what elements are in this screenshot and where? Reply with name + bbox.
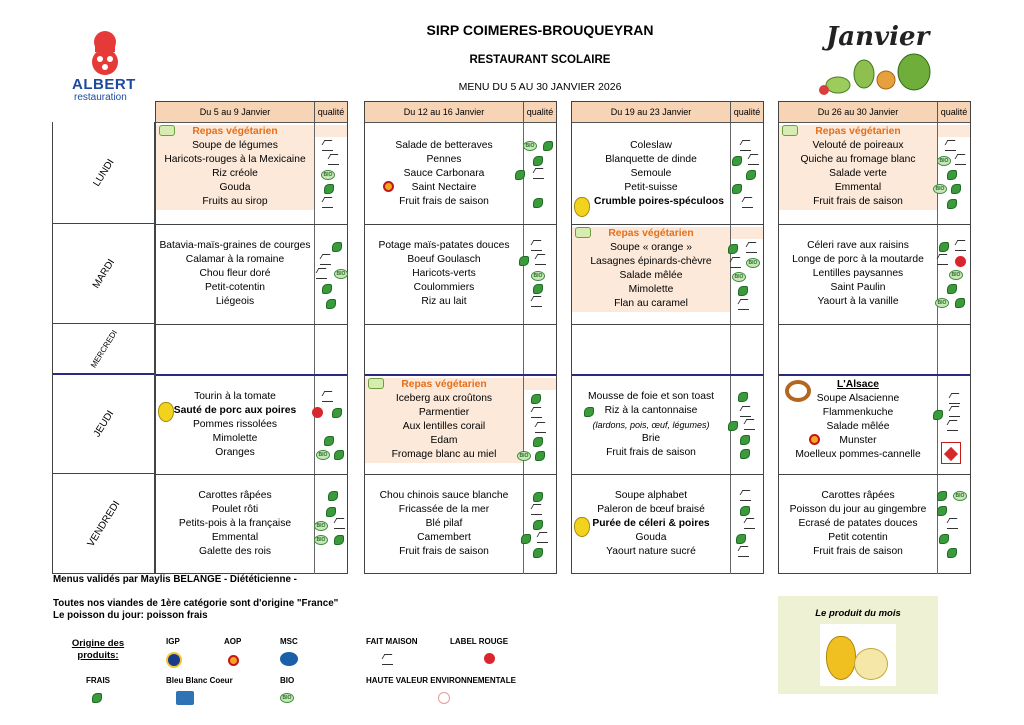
dish: Parmentier bbox=[418, 407, 470, 418]
frais-icon bbox=[533, 492, 543, 502]
fait-maison-icon bbox=[937, 257, 948, 265]
page-title: SIRP COIMERES-BROUQUEYRAN bbox=[426, 22, 654, 38]
frais-icon bbox=[740, 449, 750, 459]
fait-maison-icon bbox=[955, 157, 966, 165]
igp-icon bbox=[166, 652, 182, 668]
day-label-jeudi: JEUDI bbox=[53, 373, 154, 473]
dish: Yaourt à la vanille bbox=[817, 296, 899, 307]
fait-maison-icon bbox=[535, 425, 546, 433]
fait-maison-icon bbox=[328, 157, 339, 165]
produit-du-mois-box bbox=[778, 596, 938, 694]
legend-label-rouge-label: LABEL ROUGE bbox=[450, 637, 509, 646]
dish: Pommes rissolées bbox=[192, 419, 278, 430]
fait-maison-icon bbox=[740, 143, 751, 151]
aop-icon bbox=[228, 655, 239, 666]
fait-maison-icon bbox=[320, 257, 331, 265]
frais-icon bbox=[746, 170, 756, 180]
dish: Purée de céleri & poires bbox=[592, 518, 710, 529]
day-cell-mardi bbox=[779, 224, 970, 324]
dish: Iceberg aux croûtons bbox=[395, 393, 493, 404]
frais-icon bbox=[947, 199, 957, 209]
frais-icon bbox=[334, 535, 344, 545]
week-column-1 bbox=[155, 101, 348, 574]
frais-icon bbox=[324, 436, 334, 446]
legend-fait-maison-label: FAIT MAISON bbox=[366, 637, 418, 646]
frais-icon bbox=[955, 298, 965, 308]
bio-icon: BIO bbox=[746, 258, 760, 268]
bio-icon: BIO bbox=[334, 269, 348, 279]
dish: Lentilles paysannes bbox=[812, 268, 904, 279]
dish: Salade verte bbox=[829, 168, 887, 179]
frais-icon bbox=[533, 437, 543, 447]
fait-maison-icon bbox=[316, 271, 327, 279]
day-cell-mercredi bbox=[365, 324, 556, 374]
bio-icon: BIO bbox=[935, 298, 949, 308]
day-cell-lundi bbox=[572, 123, 763, 224]
dish: Flan au caramel bbox=[614, 298, 688, 309]
legend-aop-label: AOP bbox=[224, 637, 242, 646]
frais-icon bbox=[334, 450, 344, 460]
dish: Poisson du jour au gingembre bbox=[789, 504, 927, 515]
frais-icon bbox=[533, 548, 543, 558]
dish: Saint Paulin bbox=[830, 282, 886, 293]
quality-header: qualité bbox=[314, 102, 347, 122]
frais-icon bbox=[951, 184, 961, 194]
dish: Petit cotentin bbox=[828, 532, 888, 543]
day-labels-column bbox=[52, 122, 155, 574]
dish: Blé pilaf bbox=[425, 518, 463, 529]
day-cell-mardi bbox=[156, 224, 347, 324]
fait-maison-icon bbox=[947, 423, 958, 431]
frais-icon bbox=[533, 156, 543, 166]
pear-picture bbox=[820, 624, 896, 686]
dish: Carottes râpées bbox=[821, 490, 895, 501]
dish: Céleri rave aux raisins bbox=[807, 240, 909, 251]
dish: Liégeois bbox=[215, 296, 255, 307]
frais-icon bbox=[937, 506, 947, 516]
day-cell-mercredi bbox=[779, 324, 970, 374]
quality-column bbox=[523, 325, 556, 374]
frais-icon bbox=[533, 284, 543, 294]
week-range: Du 26 au 30 Janvier bbox=[817, 107, 899, 117]
fait-maison-icon bbox=[748, 157, 759, 165]
day-cell-lundi bbox=[365, 123, 556, 224]
label-rouge-icon bbox=[484, 653, 495, 664]
frais-icon bbox=[324, 184, 334, 194]
legend-bio-label: BIO bbox=[280, 676, 295, 685]
bio-icon: BIO bbox=[517, 451, 531, 461]
bio-icon: BIO bbox=[314, 521, 328, 531]
day-cell-mardi bbox=[365, 224, 556, 324]
dish: Quiche au fromage blanc bbox=[800, 154, 916, 165]
produit-du-mois-label: Le produit du mois bbox=[815, 608, 901, 619]
dish: Salade mêlée bbox=[826, 421, 890, 432]
dish: Emmental bbox=[834, 182, 882, 193]
meat-origin-note: Toutes nos viandes de 1ère catégorie sont d'origine "France" bbox=[53, 598, 339, 609]
frais-icon bbox=[531, 394, 541, 404]
bio-icon: BIO bbox=[316, 450, 330, 460]
frais-icon bbox=[533, 198, 543, 208]
fait-maison-icon bbox=[740, 493, 751, 501]
fait-maison-icon bbox=[949, 396, 960, 404]
day-label-mercredi: MERCREDI bbox=[53, 323, 154, 373]
origin-label: Origine des produits: bbox=[71, 638, 125, 661]
frais-icon bbox=[332, 242, 342, 252]
dish: Fruit frais de saison bbox=[399, 196, 489, 207]
dish: Batavia-maïs-graines de courges bbox=[159, 240, 311, 251]
quality-column bbox=[730, 325, 763, 374]
frais-icon bbox=[732, 184, 742, 194]
dish: Longe de porc à la moutarde bbox=[792, 254, 924, 265]
dish: Sauté de porc aux poires bbox=[173, 405, 297, 416]
day-cell-jeudi bbox=[572, 374, 763, 474]
dish: Carottes râpées bbox=[198, 490, 272, 501]
menu-theme: L'Alsace bbox=[837, 379, 879, 390]
bio-icon: BIO bbox=[937, 156, 951, 166]
alsace-flag-icon bbox=[941, 442, 961, 464]
fait-maison-icon bbox=[537, 535, 548, 543]
albert-logo bbox=[62, 30, 152, 105]
week-header bbox=[572, 102, 763, 123]
dish: Mimolette bbox=[628, 284, 674, 295]
week-range: Du 5 au 9 Janvier bbox=[199, 107, 271, 117]
day-label-lundi: LUNDI bbox=[90, 156, 117, 189]
day-cell-mardi bbox=[572, 224, 763, 324]
dish: Petit-cotentin bbox=[204, 282, 266, 293]
dish: Mimolette bbox=[212, 433, 258, 444]
frais-icon bbox=[521, 534, 531, 544]
frais-icon bbox=[326, 507, 336, 517]
dish: Fricassée de la mer bbox=[398, 504, 490, 515]
fait-maison-icon bbox=[535, 257, 546, 265]
menu-theme: Repas végétarien bbox=[815, 126, 901, 137]
logo-brand: ALBERT bbox=[72, 76, 136, 93]
dish-detail: (lardons, pois, œuf, légumes) bbox=[592, 420, 710, 430]
fait-maison-icon bbox=[955, 243, 966, 251]
dish: Galette des rois bbox=[198, 546, 272, 557]
bio-icon: BIO bbox=[531, 271, 545, 281]
pear-half-icon bbox=[854, 648, 888, 680]
fait-maison-icon bbox=[533, 171, 544, 179]
dish: Salade mêlée bbox=[619, 270, 683, 281]
fait-maison-icon bbox=[322, 200, 333, 208]
fait-maison-icon bbox=[945, 143, 956, 151]
menu-theme: Repas végétarien bbox=[401, 379, 487, 390]
fait-maison-icon bbox=[744, 422, 755, 430]
label-rouge-icon bbox=[312, 407, 323, 418]
dish: Brie bbox=[641, 433, 661, 444]
dish: Edam bbox=[430, 435, 458, 446]
dish: Fruit frais de saison bbox=[399, 546, 489, 557]
frais-icon bbox=[92, 693, 102, 703]
frais-icon bbox=[937, 491, 947, 501]
week-column-2 bbox=[364, 101, 557, 574]
bio-icon: BIO bbox=[953, 491, 967, 501]
bio-icon: BIO bbox=[523, 141, 537, 151]
quality-column bbox=[937, 325, 970, 374]
day-cell-mercredi bbox=[156, 324, 347, 374]
frais-icon bbox=[736, 534, 746, 544]
frais-icon bbox=[939, 242, 949, 252]
frais-icon bbox=[947, 548, 957, 558]
legend-hve-label: HAUTE VALEUR ENVIRONNEMENTALE bbox=[366, 676, 516, 685]
dish: Soupe de légumes bbox=[192, 140, 278, 151]
frais-icon bbox=[933, 410, 943, 420]
month-word: Janvier bbox=[826, 22, 930, 52]
legend-msc-label: MSC bbox=[280, 637, 298, 646]
fait-maison-icon bbox=[730, 260, 741, 268]
dish: Salade de betteraves bbox=[395, 140, 493, 151]
frais-icon bbox=[732, 156, 742, 166]
fait-maison-icon bbox=[744, 521, 755, 529]
dish: Gouda bbox=[219, 182, 251, 193]
frais-icon bbox=[515, 170, 525, 180]
hve-icon bbox=[438, 692, 450, 704]
dish: Riz créole bbox=[212, 168, 258, 179]
dish: Saint Nectaire bbox=[411, 182, 477, 193]
label-rouge-icon bbox=[955, 256, 966, 267]
menu-dates: MENU DU 5 AU 30 JANVIER 2026 bbox=[458, 81, 622, 93]
dish: Poulet rôti bbox=[211, 504, 259, 515]
page-subtitle: RESTAURANT SCOLAIRE bbox=[469, 54, 611, 66]
fait-maison-icon bbox=[746, 245, 757, 253]
week-column-4 bbox=[778, 101, 971, 574]
dish: Riz au lait bbox=[421, 296, 467, 307]
quality-header: qualité bbox=[730, 102, 763, 122]
vegetables-icon bbox=[816, 50, 936, 95]
bio-icon: BIO bbox=[321, 170, 335, 180]
frais-icon bbox=[738, 392, 748, 402]
day-cell-mercredi bbox=[572, 324, 763, 374]
day-cell-lundi bbox=[779, 123, 970, 224]
dish: Tourin à la tomate bbox=[194, 391, 276, 402]
fait-maison-icon bbox=[949, 409, 960, 417]
dish: Pennes bbox=[426, 154, 462, 165]
logo-sub: restauration bbox=[74, 92, 127, 103]
day-cell-jeudi bbox=[156, 374, 347, 474]
fait-maison-icon bbox=[531, 299, 542, 307]
menu-theme: Repas végétarien bbox=[192, 126, 278, 137]
quality-column bbox=[314, 325, 347, 374]
fait-maison-icon bbox=[740, 409, 751, 417]
fait-maison-icon bbox=[322, 143, 333, 151]
fait-maison-icon bbox=[334, 521, 345, 529]
fait-maison-icon bbox=[947, 521, 958, 529]
frais-icon bbox=[533, 520, 543, 530]
fait-maison-icon bbox=[322, 394, 333, 402]
fait-maison-icon bbox=[531, 243, 542, 251]
dish: Moelleux pommes-cannelle bbox=[795, 449, 921, 460]
dish: Ecrasé de patates douces bbox=[798, 518, 918, 529]
dish: Fromage blanc au miel bbox=[391, 449, 497, 460]
frais-icon bbox=[519, 256, 529, 266]
day-label-vendredi: VENDREDI bbox=[53, 473, 154, 573]
fait-maison-icon bbox=[738, 302, 749, 310]
day-cell-vendredi bbox=[779, 474, 970, 574]
legend-bbc-label: Bleu Blanc Coeur bbox=[166, 676, 233, 685]
dish: Calamar à la romaine bbox=[185, 254, 285, 265]
frais-icon bbox=[543, 141, 553, 151]
dish: Soupe alphabet bbox=[614, 490, 688, 501]
frais-icon bbox=[947, 284, 957, 294]
dish: Sauce Carbonara bbox=[403, 168, 485, 179]
week-header bbox=[365, 102, 556, 123]
dish: Velouté de poireaux bbox=[812, 140, 904, 151]
dish: Flammenkuche bbox=[822, 407, 894, 418]
frais-icon bbox=[939, 534, 949, 544]
dish: Haricots-rouges à la Mexicaine bbox=[164, 154, 306, 165]
frais-icon bbox=[740, 506, 750, 516]
fait-maison-icon bbox=[738, 549, 749, 557]
week-range: Du 12 au 16 Janvier bbox=[403, 107, 485, 117]
frais-icon bbox=[332, 408, 342, 418]
dish: Petit-suisse bbox=[624, 182, 678, 193]
dish: Coleslaw bbox=[630, 140, 672, 151]
dish: Oranges bbox=[215, 447, 255, 458]
dish: Soupe Alsacienne bbox=[816, 393, 900, 404]
dish: Blanquette de dinde bbox=[605, 154, 697, 165]
week-range: Du 19 au 23 Janvier bbox=[610, 107, 692, 117]
menu-theme: Repas végétarien bbox=[608, 228, 694, 239]
day-cell-vendredi bbox=[365, 474, 556, 574]
msc-icon bbox=[280, 652, 298, 666]
fait-maison-icon bbox=[742, 200, 753, 208]
legend-frais-label: FRAIS bbox=[86, 676, 110, 685]
month-illustration bbox=[816, 20, 936, 95]
day-cell-jeudi bbox=[779, 374, 970, 474]
week-header bbox=[779, 102, 970, 123]
dish: Semoule bbox=[630, 168, 672, 179]
frais-icon bbox=[535, 451, 545, 461]
fait-maison-icon bbox=[531, 507, 542, 515]
dish: Petits-pois à la française bbox=[178, 518, 292, 529]
dish: Fruit frais de saison bbox=[813, 546, 903, 557]
day-label-mardi: MARDI bbox=[53, 223, 154, 323]
frais-icon bbox=[322, 284, 332, 294]
frais-icon bbox=[728, 244, 738, 254]
legend-igp-label: IGP bbox=[166, 637, 180, 646]
bio-icon: BIO bbox=[949, 270, 963, 280]
frais-icon bbox=[947, 170, 957, 180]
bleu-blanc-coeur-icon bbox=[176, 691, 194, 705]
dish: Yaourt nature sucré bbox=[606, 546, 696, 557]
chef-icon bbox=[80, 30, 130, 76]
dish: Paleron de bœuf braisé bbox=[597, 504, 705, 515]
bio-icon: BIO bbox=[280, 693, 294, 703]
day-cell-vendredi bbox=[572, 474, 763, 574]
dish: Boeuf Goulasch bbox=[407, 254, 481, 265]
bio-icon: BIO bbox=[933, 184, 947, 194]
dish: Riz à la cantonnaise bbox=[604, 405, 698, 416]
dish: Emmental bbox=[211, 532, 259, 543]
frais-icon bbox=[328, 491, 338, 501]
week-header bbox=[156, 102, 347, 123]
dish: Chou chinois sauce blanche bbox=[379, 490, 509, 501]
day-cell-jeudi bbox=[365, 374, 556, 474]
dish: Fruit frais de saison bbox=[813, 196, 903, 207]
fish-note: Le poisson du jour: poisson frais bbox=[53, 610, 208, 621]
fait-maison-icon bbox=[382, 657, 393, 665]
dish: Gouda bbox=[635, 532, 667, 543]
dish: Coulommiers bbox=[413, 282, 475, 293]
quality-header: qualité bbox=[937, 102, 970, 122]
dish: Fruit frais de saison bbox=[606, 447, 696, 458]
day-cell-lundi bbox=[156, 123, 347, 224]
frais-icon bbox=[740, 435, 750, 445]
dish: Munster bbox=[839, 435, 877, 446]
day-cell-vendredi bbox=[156, 474, 347, 574]
frais-icon bbox=[738, 286, 748, 296]
frais-icon bbox=[728, 421, 738, 431]
validated-note: Menus validés par Maylis BELANGE - Diététicienne - bbox=[53, 574, 297, 585]
dish: Chou fleur doré bbox=[199, 268, 271, 279]
pear-icon bbox=[826, 636, 856, 680]
dish: Lasagnes épinards-chèvre bbox=[590, 256, 712, 267]
dish: Fruits au sirop bbox=[202, 196, 268, 207]
fait-maison-icon bbox=[531, 410, 542, 418]
week-column-3 bbox=[571, 101, 764, 574]
dish: Potage maïs-patates douces bbox=[378, 240, 510, 251]
dish: Soupe « orange » bbox=[610, 242, 692, 253]
bio-icon: BIO bbox=[732, 272, 746, 282]
dish: Haricots-verts bbox=[412, 268, 476, 279]
bio-icon: BIO bbox=[314, 535, 328, 545]
dish: Crumble poires-spéculoos bbox=[594, 196, 724, 207]
dish: Aux lentilles corail bbox=[402, 421, 486, 432]
dish: Mousse de foie et son toast bbox=[588, 391, 714, 402]
dish: Camembert bbox=[417, 532, 471, 543]
frais-icon bbox=[326, 299, 336, 309]
quality-header: qualité bbox=[523, 102, 556, 122]
